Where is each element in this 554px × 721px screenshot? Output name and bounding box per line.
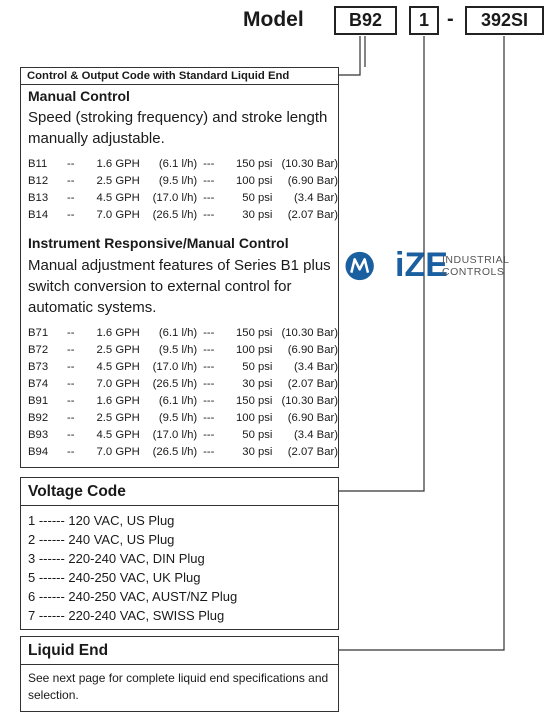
table-cell: (6.90 Bar) <box>287 412 338 424</box>
watermark-logo-icon <box>343 246 393 286</box>
table-cell: --- <box>203 412 215 424</box>
table-cell: B73 <box>28 361 49 373</box>
table-cell: -- <box>67 361 75 373</box>
table-row <box>26 190 338 207</box>
watermark-tagline <box>442 254 509 278</box>
table-cell: (26.5 l/h) <box>152 209 198 221</box>
table-cell: -- <box>67 429 75 441</box>
table-cell: -- <box>67 378 75 390</box>
table-cell: 2.5 GPH <box>96 412 140 424</box>
table-cell: (3.4 Bar) <box>294 429 338 441</box>
table-cell: -- <box>67 344 75 356</box>
code-box-liquid-end: 392SI <box>465 6 544 35</box>
table-cell: -- <box>67 395 75 407</box>
table-cell: B92 <box>28 412 49 424</box>
table-cell: B74 <box>28 378 49 390</box>
table-cell: 100 psi <box>236 344 273 356</box>
table-cell: (6.1 l/h) <box>158 395 198 407</box>
liquid-end-title: Liquid End <box>20 636 339 665</box>
list-item: 5 ------ 240-250 VAC, UK Plug <box>28 570 201 585</box>
list-item: 1 ------ 120 VAC, US Plug <box>28 513 175 528</box>
table-cell: 7.0 GPH <box>96 446 140 458</box>
table-cell: (9.5 l/h) <box>158 175 198 187</box>
table-cell: 4.5 GPH <box>96 192 140 204</box>
table-row <box>26 376 338 393</box>
table-cell: B11 <box>28 158 48 170</box>
table-cell: 100 psi <box>236 412 273 424</box>
table-cell: -- <box>67 209 75 221</box>
table-cell: 150 psi <box>236 395 273 407</box>
table-cell: 1.6 GPH <box>96 395 140 407</box>
table-row <box>26 410 338 427</box>
table-cell: -- <box>67 412 75 424</box>
table-cell: (6.90 Bar) <box>287 344 338 356</box>
table-cell: (6.1 l/h) <box>158 327 198 339</box>
table-cell: -- <box>67 327 75 339</box>
voltage-code-section <box>20 505 339 630</box>
table-cell: B91 <box>28 395 49 407</box>
table-row <box>26 342 338 359</box>
table-cell: B94 <box>28 446 49 458</box>
table-cell: 7.0 GPH <box>96 209 140 221</box>
table-row <box>26 359 338 376</box>
table-cell: (6.90 Bar) <box>287 175 338 187</box>
table-row <box>26 173 338 190</box>
table-cell: --- <box>203 158 215 170</box>
table-row <box>26 444 338 461</box>
table-cell: -- <box>67 446 75 458</box>
control-output-section <box>20 67 339 468</box>
table-cell: (10.30 Bar) <box>281 395 338 407</box>
manual-control-table <box>26 156 338 224</box>
table-cell: --- <box>203 327 215 339</box>
table-cell: B14 <box>28 209 49 221</box>
table-cell: --- <box>203 192 215 204</box>
watermark-line2: CONTROLS <box>442 266 505 278</box>
table-cell: --- <box>203 378 215 390</box>
table-cell: B12 <box>28 175 49 187</box>
table-cell: 2.5 GPH <box>96 344 140 356</box>
table-cell: 4.5 GPH <box>96 361 140 373</box>
table-row <box>26 393 338 410</box>
table-row <box>26 427 338 444</box>
table-cell: -- <box>67 175 75 187</box>
model-label: Model <box>243 8 304 31</box>
connector-line-liquid <box>339 36 504 650</box>
table-cell: 7.0 GPH <box>96 378 140 390</box>
table-cell: B71 <box>28 327 49 339</box>
instrument-control-heading: Instrument Responsive/Manual Control <box>28 235 289 251</box>
liquid-end-section <box>20 664 339 712</box>
code-box-control: B92 <box>334 6 397 35</box>
list-item: 2 ------ 240 VAC, US Plug <box>28 532 175 547</box>
control-output-title: Control & Output Code with Standard Liquid End <box>21 68 338 85</box>
connector-line-control-elbow <box>339 36 360 75</box>
table-cell: 1.6 GPH <box>96 327 140 339</box>
table-cell: (3.4 Bar) <box>294 361 338 373</box>
list-item: 7 ------ 220-240 VAC, SWISS Plug <box>28 608 225 623</box>
list-item: 3 ------ 220-240 VAC, DIN Plug <box>28 551 205 566</box>
code-box-voltage: 1 <box>409 6 439 35</box>
table-cell: (2.07 Bar) <box>287 446 338 458</box>
table-cell: (26.5 l/h) <box>152 378 198 390</box>
table-cell: --- <box>203 344 215 356</box>
watermark-brand: iZE <box>395 246 448 284</box>
table-cell: 30 psi <box>242 446 273 458</box>
list-item: 6 ------ 240-250 VAC, AUST/NZ Plug <box>28 589 238 604</box>
table-cell: B72 <box>28 344 49 356</box>
table-cell: (26.5 l/h) <box>152 446 198 458</box>
table-cell: 150 psi <box>236 327 273 339</box>
table-cell: 4.5 GPH <box>96 429 140 441</box>
table-row <box>26 156 338 173</box>
table-cell: (9.5 l/h) <box>158 412 198 424</box>
voltage-code-title: Voltage Code <box>20 477 339 506</box>
manual-control-text: Speed (stroking frequency) and stroke length manually adjustable. <box>28 109 328 147</box>
table-cell: (10.30 Bar) <box>281 158 338 170</box>
table-cell: 30 psi <box>242 378 273 390</box>
table-cell: --- <box>203 175 215 187</box>
code-dash: - <box>447 8 454 30</box>
table-row <box>26 325 338 342</box>
table-cell: -- <box>67 158 75 170</box>
table-cell: --- <box>203 395 215 407</box>
table-cell: B93 <box>28 429 49 441</box>
table-cell: (6.1 l/h) <box>158 158 198 170</box>
table-cell: (9.5 l/h) <box>158 344 198 356</box>
table-cell: 50 psi <box>242 192 273 204</box>
table-cell: (3.4 Bar) <box>294 192 338 204</box>
table-cell: --- <box>203 429 215 441</box>
table-cell: --- <box>203 209 215 221</box>
table-cell: (2.07 Bar) <box>287 209 338 221</box>
table-cell: (10.30 Bar) <box>281 327 338 339</box>
voltage-code-list <box>28 511 237 625</box>
table-cell: --- <box>203 361 215 373</box>
table-cell: 50 psi <box>242 361 273 373</box>
table-row <box>26 207 338 224</box>
table-cell: (17.0 l/h) <box>152 361 198 373</box>
table-cell: 100 psi <box>236 175 273 187</box>
table-cell: 150 psi <box>236 158 273 170</box>
instrument-control-table <box>26 325 338 461</box>
liquid-end-text: See next page for complete liquid end specifications and selection. <box>28 671 329 702</box>
manual-control-heading: Manual Control <box>28 88 130 104</box>
table-cell: 50 psi <box>242 429 273 441</box>
table-cell: 30 psi <box>242 209 273 221</box>
table-cell: -- <box>67 192 75 204</box>
instrument-control-text: Manual adjustment features of Series B1 plus switch conversion to external control for automatic systems. <box>28 257 331 316</box>
table-cell: (17.0 l/h) <box>152 429 198 441</box>
table-cell: --- <box>203 446 215 458</box>
table-cell: (2.07 Bar) <box>287 378 338 390</box>
table-cell: 1.6 GPH <box>96 158 140 170</box>
table-cell: B13 <box>28 192 49 204</box>
table-cell: 2.5 GPH <box>96 175 140 187</box>
watermark-line1: INDUSTRIAL <box>442 254 510 266</box>
table-cell: (17.0 l/h) <box>152 192 198 204</box>
